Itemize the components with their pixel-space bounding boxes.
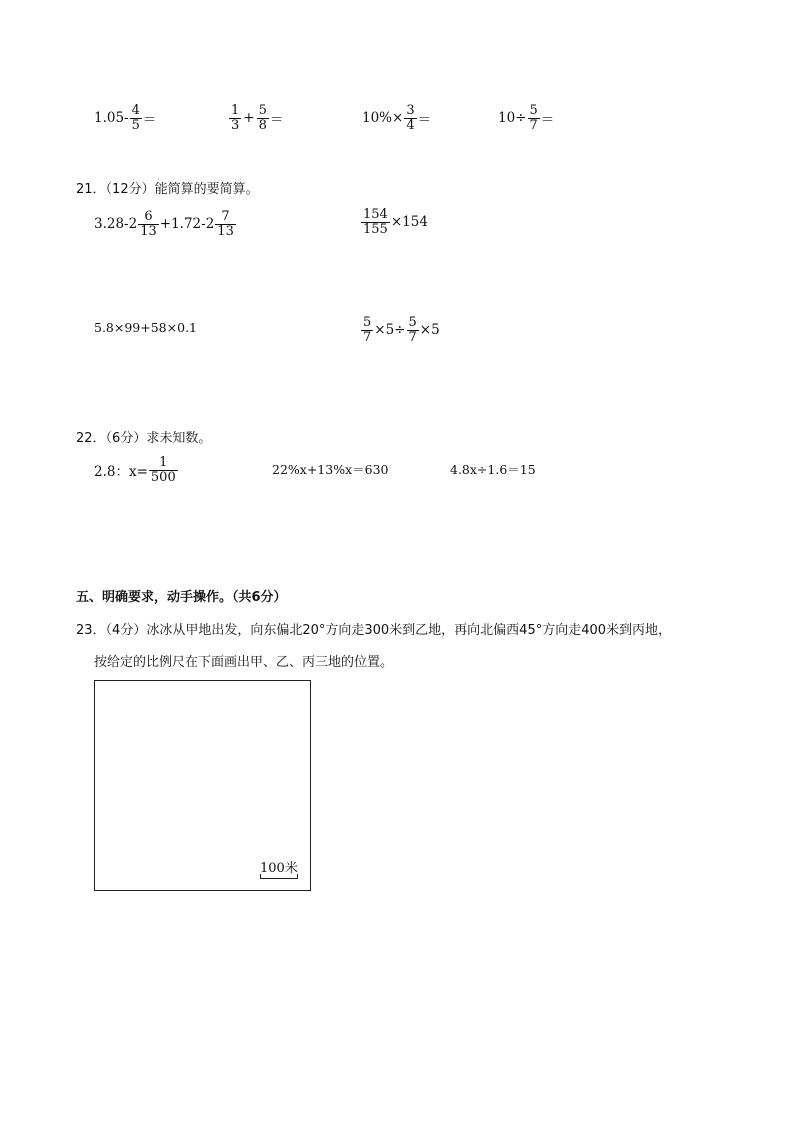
expr-text: 10%×: [362, 110, 404, 127]
expr-text: 10÷: [498, 110, 527, 127]
denominator: 13: [140, 223, 157, 239]
question-21-title: 21．（12分）能简算的要简算。: [76, 182, 259, 197]
numerator: 3: [406, 103, 415, 118]
fraction: [407, 316, 419, 344]
fraction: [229, 104, 241, 132]
denominator: 7: [408, 329, 417, 345]
expr-text: 1.05-: [94, 110, 129, 127]
fraction: [361, 208, 390, 236]
numerator: 6: [144, 209, 153, 224]
expr-text: ×5: [419, 322, 440, 339]
equals-sign: ＝: [540, 112, 555, 129]
numerator: 4: [131, 103, 140, 118]
q21-expr-2: [360, 208, 428, 236]
equals-sign: ＝: [269, 112, 284, 129]
expr-1-05-minus-four-fifths: [94, 104, 156, 132]
denominator: 4: [406, 117, 415, 133]
numerator: 5: [529, 103, 538, 118]
fraction: [138, 210, 159, 238]
scale-bar: [260, 874, 298, 879]
numerator: 5: [408, 315, 417, 330]
denominator: 8: [258, 117, 267, 133]
numerator: 5: [258, 103, 267, 118]
denominator: 7: [529, 117, 538, 133]
q22-expr-2: 22%x+13%x＝630: [272, 462, 389, 477]
expr-text: ×154: [390, 214, 428, 231]
denominator: 500: [150, 469, 176, 485]
expr-ten-percent-times-three-quarters: [362, 104, 431, 132]
expr-text: 2.8：x=: [94, 464, 148, 481]
fraction: [149, 456, 178, 484]
scale-label: 100米: [260, 861, 298, 876]
denominator: 13: [217, 223, 234, 239]
equals-sign: ＝: [142, 112, 157, 129]
expr-text: ×5÷: [374, 322, 406, 339]
fraction: [361, 316, 373, 344]
question-22-title: 22．（6分）求未知数。: [76, 431, 212, 446]
denominator: 5: [131, 117, 140, 133]
equals-sign: ＝: [417, 112, 432, 129]
fraction: [130, 104, 142, 132]
expr-ten-div-five-sevenths: [498, 104, 554, 132]
q21-expr-1: [94, 210, 237, 238]
numerator: 1: [231, 103, 240, 118]
numerator: 5: [363, 315, 372, 330]
operator: +: [243, 110, 255, 127]
fraction: [215, 210, 236, 238]
expr-text: +1.72-2: [159, 216, 215, 233]
expr-third-plus-five-eighths: [228, 104, 283, 132]
question-23-line-1: 23．（4分）冰冰从甲地出发，向东偏北20°方向走300米到乙地，再向北偏西45°方向走400米到丙地，: [76, 623, 672, 638]
q21-expr-3: 5.8×99+58×0.1: [94, 320, 197, 335]
fraction: [528, 104, 540, 132]
question-23-line-2: 按给定的比例尺在下面画出甲、乙、丙三地的位置。: [94, 655, 394, 670]
section-5-title: 五、明确要求，动手操作。（共6分）: [76, 590, 287, 605]
expr-text: 3.28-2: [94, 216, 138, 233]
numerator: 7: [221, 209, 230, 224]
denominator: 7: [363, 329, 372, 345]
denominator: 3: [231, 117, 240, 133]
q22-expr-3: 4.8x÷1.6＝15: [450, 462, 536, 477]
numerator: 154: [363, 207, 388, 222]
numerator: 1: [159, 455, 168, 470]
fraction: [257, 104, 269, 132]
q21-expr-4: [360, 316, 440, 344]
q22-expr-1: [94, 456, 179, 484]
fraction: [404, 104, 416, 132]
denominator: 155: [363, 221, 388, 237]
